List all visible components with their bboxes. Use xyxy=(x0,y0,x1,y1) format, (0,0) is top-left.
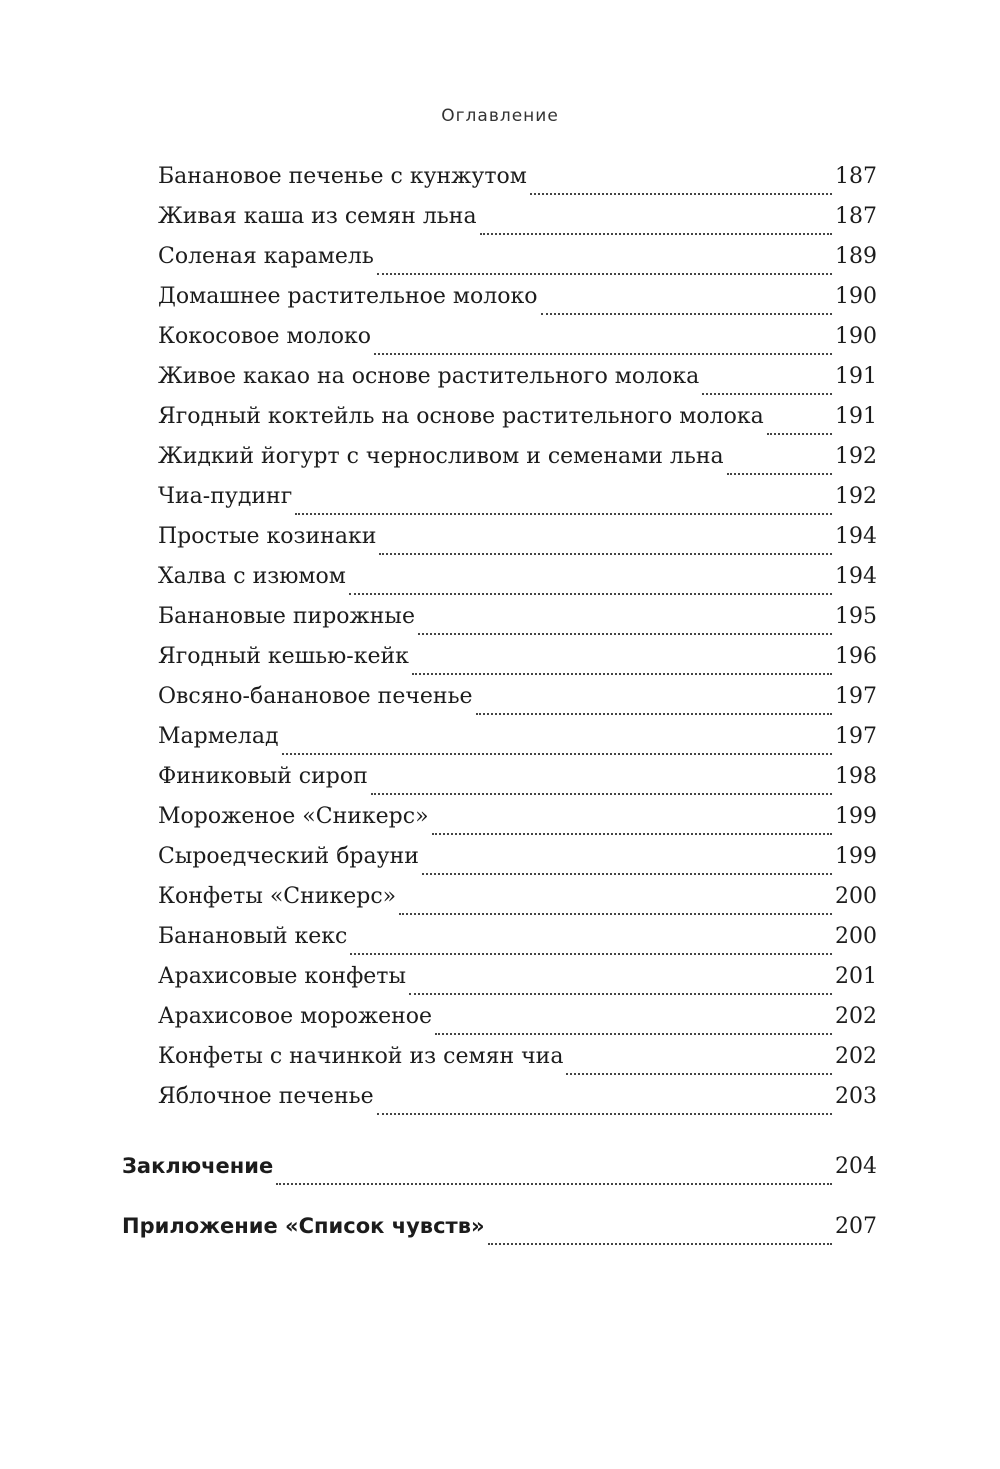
toc-entry xyxy=(158,844,877,884)
dot-leader xyxy=(432,832,832,835)
dot-leader xyxy=(399,912,832,915)
toc-entry xyxy=(158,204,877,244)
toc-entry xyxy=(158,804,877,844)
toc-entry-title: Домашнее растительное молоко xyxy=(158,284,538,309)
dot-leader xyxy=(422,872,832,875)
toc-entry-title: Банановые пирожные xyxy=(158,604,415,629)
toc-entry-page: 197 xyxy=(835,684,877,709)
toc-entry xyxy=(158,244,877,284)
toc-entry xyxy=(158,964,877,1004)
toc-section-page: 207 xyxy=(835,1214,877,1239)
dot-leader xyxy=(276,1182,832,1185)
toc-entry xyxy=(158,444,877,484)
toc-entry xyxy=(158,644,877,684)
toc-entry-page: 192 xyxy=(835,484,877,509)
toc-entry-page: 190 xyxy=(835,284,877,309)
toc-entry xyxy=(158,1044,877,1084)
toc-entry xyxy=(158,484,877,524)
toc-entry xyxy=(158,604,877,644)
toc-entry-title: Конфеты «Сникерс» xyxy=(158,884,397,909)
toc-entry-title: Арахисовые конфеты xyxy=(158,964,406,989)
toc-entry-page: 201 xyxy=(835,964,877,989)
dot-leader xyxy=(530,192,832,195)
toc-entry xyxy=(158,1084,877,1124)
toc-entry-page: 190 xyxy=(835,324,877,349)
toc-entry-page: 191 xyxy=(835,364,877,389)
dot-leader xyxy=(377,272,832,275)
dot-leader xyxy=(412,672,832,675)
toc-entry-title: Чиа-пудинг xyxy=(158,484,293,509)
toc-entry-title: Ягодный коктейль на основе растительного молока xyxy=(158,404,764,429)
toc-entry-title: Кокосовое молоко xyxy=(158,324,372,349)
toc-entry-title: Финиковый сироп xyxy=(158,764,368,789)
toc-entry-page: 194 xyxy=(835,564,877,589)
toc-entry-title: Простые козинаки xyxy=(158,524,377,549)
toc-section-page: 204 xyxy=(835,1154,877,1179)
dot-leader xyxy=(476,712,832,715)
toc-section xyxy=(122,1214,877,1254)
toc-entry-page: 202 xyxy=(835,1004,877,1029)
toc-entry xyxy=(158,764,877,804)
toc-entry-title: Живое какао на основе растительного молока xyxy=(158,364,700,389)
toc-entry xyxy=(158,324,877,364)
toc-entry-title: Соленая карамель xyxy=(158,244,374,269)
toc-entry-title: Халва с изюмом xyxy=(158,564,346,589)
dot-leader xyxy=(374,352,832,355)
toc-entry-page: 191 xyxy=(835,404,877,429)
toc-entry xyxy=(158,164,877,204)
dot-leader xyxy=(409,992,832,995)
toc-entry-page: 200 xyxy=(835,924,877,949)
toc-entry-title: Банановый кекс xyxy=(158,924,348,949)
dot-leader xyxy=(418,632,832,635)
toc-entry-title: Ягодный кешью-кейк xyxy=(158,644,409,669)
toc-entry-page: 199 xyxy=(835,844,877,869)
dot-leader xyxy=(379,552,832,555)
toc-entry xyxy=(158,404,877,444)
toc-entry xyxy=(158,524,877,564)
toc-entry-page: 195 xyxy=(835,604,877,629)
toc-entry xyxy=(158,924,877,964)
dot-leader xyxy=(282,752,833,755)
toc-entry-page: 187 xyxy=(835,164,877,189)
dot-leader xyxy=(767,432,832,435)
toc-entry-page: 189 xyxy=(835,244,877,269)
toc-entry-title: Банановое печенье с кунжутом xyxy=(158,164,527,189)
toc-entry-title: Овсяно-банановое печенье xyxy=(158,684,473,709)
dot-leader xyxy=(435,1032,832,1035)
dot-leader xyxy=(541,312,833,315)
toc-entry-title: Мармелад xyxy=(158,724,279,749)
toc-entry-title: Яблочное печенье xyxy=(158,1084,374,1109)
toc-entry-page: 192 xyxy=(835,444,877,469)
dot-leader xyxy=(480,232,832,235)
toc-entry-title: Арахисовое мороженое xyxy=(158,1004,433,1029)
toc-entry-page: 199 xyxy=(835,804,877,829)
toc-entry xyxy=(158,724,877,764)
dot-leader xyxy=(702,392,832,395)
toc-entry xyxy=(158,284,877,324)
dot-leader xyxy=(488,1242,832,1245)
toc-entry-page: 194 xyxy=(835,524,877,549)
toc-entry-title: Жидкий йогурт с черносливом и семенами льна xyxy=(158,444,724,469)
toc-entry-page: 197 xyxy=(835,724,877,749)
toc-section-title: Приложение «Список чувств» xyxy=(122,1214,485,1238)
toc-entry-title: Сыроедческий брауни xyxy=(158,844,419,869)
dot-leader xyxy=(350,952,832,955)
toc-entry-title: Мороженое «Сникерс» xyxy=(158,804,429,829)
toc-entry-page: 187 xyxy=(835,204,877,229)
dot-leader xyxy=(727,472,832,475)
toc-entry-page: 198 xyxy=(835,764,877,789)
toc-entry-page: 202 xyxy=(835,1044,877,1069)
dot-leader xyxy=(349,592,832,595)
dot-leader xyxy=(566,1072,832,1075)
toc-entry xyxy=(158,884,877,924)
toc-section xyxy=(122,1154,877,1194)
dot-leader xyxy=(377,1112,832,1115)
running-head: Оглавление xyxy=(441,106,559,126)
toc-entry-title: Живая каша из семян льна xyxy=(158,204,477,229)
toc-entry-page: 200 xyxy=(835,884,877,909)
toc-entry-page: 203 xyxy=(835,1084,877,1109)
toc-entry xyxy=(158,684,877,724)
toc-entry xyxy=(158,564,877,604)
toc-entry-title: Конфеты с начинкой из семян чиа xyxy=(158,1044,564,1069)
toc-section-title: Заключение xyxy=(122,1154,274,1178)
dot-leader xyxy=(295,512,832,515)
toc-entry xyxy=(158,1004,877,1044)
toc-entry xyxy=(158,364,877,404)
dot-leader xyxy=(371,792,832,795)
toc-entry-page: 196 xyxy=(835,644,877,669)
